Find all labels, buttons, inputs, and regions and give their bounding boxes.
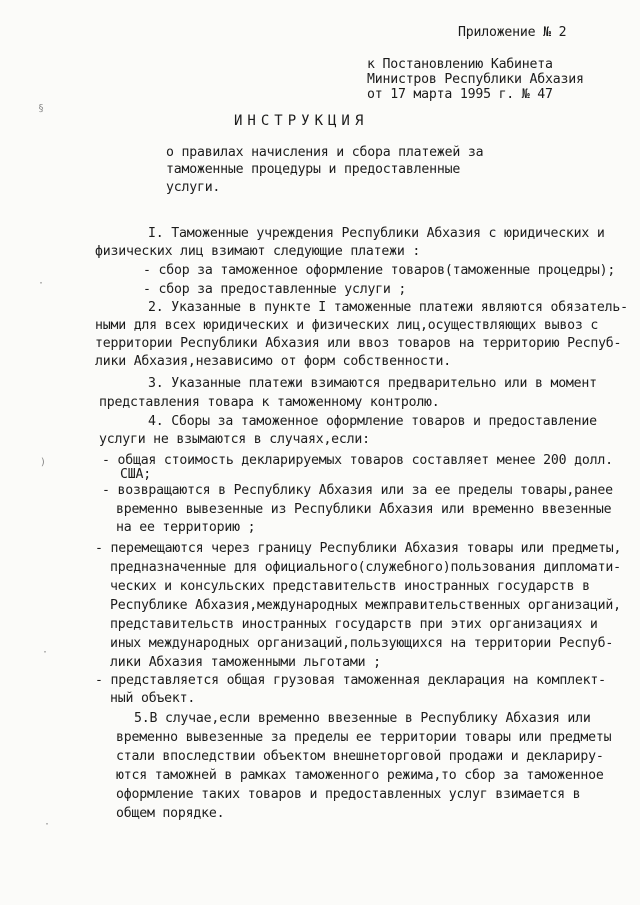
body-line-25: - представляется общая грузовая таможенная декларация на комплект- xyxy=(95,673,606,688)
body-line-16: временно вывезенные из Республики Абхазия или временно ввезенные xyxy=(116,502,612,517)
header-line-2: Министров Республики Абхазия xyxy=(367,72,584,87)
body-line-22: представительств иностранных государств при этих организациях и xyxy=(110,617,598,632)
body-line-12: услуги не взымаются в случаях,если: xyxy=(99,432,370,447)
body-line-7: территории Республики Абхазия или ввоз товаров на территорию Респуб- xyxy=(95,336,622,351)
subtitle-line-1: о правилах начисления и сбора платежей за xyxy=(166,145,484,160)
body-line-20: ческих и консульских представительств иностранных государств в xyxy=(110,579,590,594)
scan-mark: · xyxy=(42,647,49,658)
body-line-2: физических лиц взимают следующие платежи : xyxy=(95,244,421,259)
body-line-14: США; xyxy=(120,467,151,482)
body-line-28: временно вывезенные за пределы ее территории товары или предметы xyxy=(116,730,612,745)
document-title: ИНСТРУКЦИЯ xyxy=(234,113,369,129)
subtitle-line-2: таможенные процедуры и предоставленные xyxy=(166,162,461,177)
body-line-10: представления товара к таможенному контролю. xyxy=(99,395,440,410)
scan-mark: § xyxy=(38,103,45,114)
body-line-21: Республике Абхазия,международных межправительственных организаций, xyxy=(110,598,621,613)
body-line-27: 5.В случае,если временно ввезенные в Республику Абхазия или xyxy=(134,711,591,726)
body-line-1: I. Таможенные учреждения Республики Абхазия с юридических и xyxy=(148,226,605,241)
body-line-18: - перемещаются через границу Республики Абхазия товары или предметы, xyxy=(95,541,622,556)
scan-mark: · xyxy=(44,819,51,830)
header-line-1: к Постановлению Кабинета xyxy=(367,57,553,72)
body-line-26: ный объект. xyxy=(110,691,196,706)
body-line-6: ными для всех юридических и физических лиц,осуществляющих вывоз с xyxy=(95,318,599,333)
body-line-11: 4. Сборы за таможенное оформление товаров и предоставление xyxy=(148,414,597,429)
scan-mark: ) xyxy=(40,457,47,468)
body-line-30: ются таможней в рамках таможенного режима,то сбор за таможенное xyxy=(116,768,604,783)
body-line-3: - сбор за таможенное оформление товаров(таможенные процедры); xyxy=(143,263,616,278)
body-line-24: лики Абхазия таможенными льготами ; xyxy=(110,655,381,670)
body-line-31: оформление таких товаров и предоставленных услуг взимается в xyxy=(116,787,581,802)
body-line-15: - возвращаются в Республику Абхазия или за ее пределы товары,ранее xyxy=(102,483,613,498)
header-line-3: от 17 марта 1995 г. № 47 xyxy=(367,87,553,102)
body-line-23: иных международных организаций,пользующихся на территории Респуб- xyxy=(110,636,614,651)
body-line-32: общем порядке. xyxy=(116,806,225,821)
body-line-29: стали впоследствии объектом внешнеторговой продажи и деклариру- xyxy=(116,749,604,764)
body-line-9: 3. Указанные платежи взимаются предварительно или в момент xyxy=(148,376,597,391)
body-line-8: лики Абхазия,независимо от форм собственности. xyxy=(95,354,452,369)
body-line-5: 2. Указанные в пункте I таможенные платежи являются обязатель- xyxy=(148,300,628,315)
body-line-13: - общая стоимость декларируемых товаров составляет менее 200 долл. xyxy=(102,453,613,468)
subtitle-line-3: услуги. xyxy=(166,180,221,195)
appendix-number: Приложение № 2 xyxy=(458,25,567,40)
body-line-17: на ее территорию ; xyxy=(116,520,256,535)
body-line-4: - сбор за предоставленные услуги ; xyxy=(143,282,407,297)
scan-mark: · xyxy=(38,278,45,289)
body-line-19: предназначенные для официального(служебного)пользования дипломати- xyxy=(110,560,621,575)
